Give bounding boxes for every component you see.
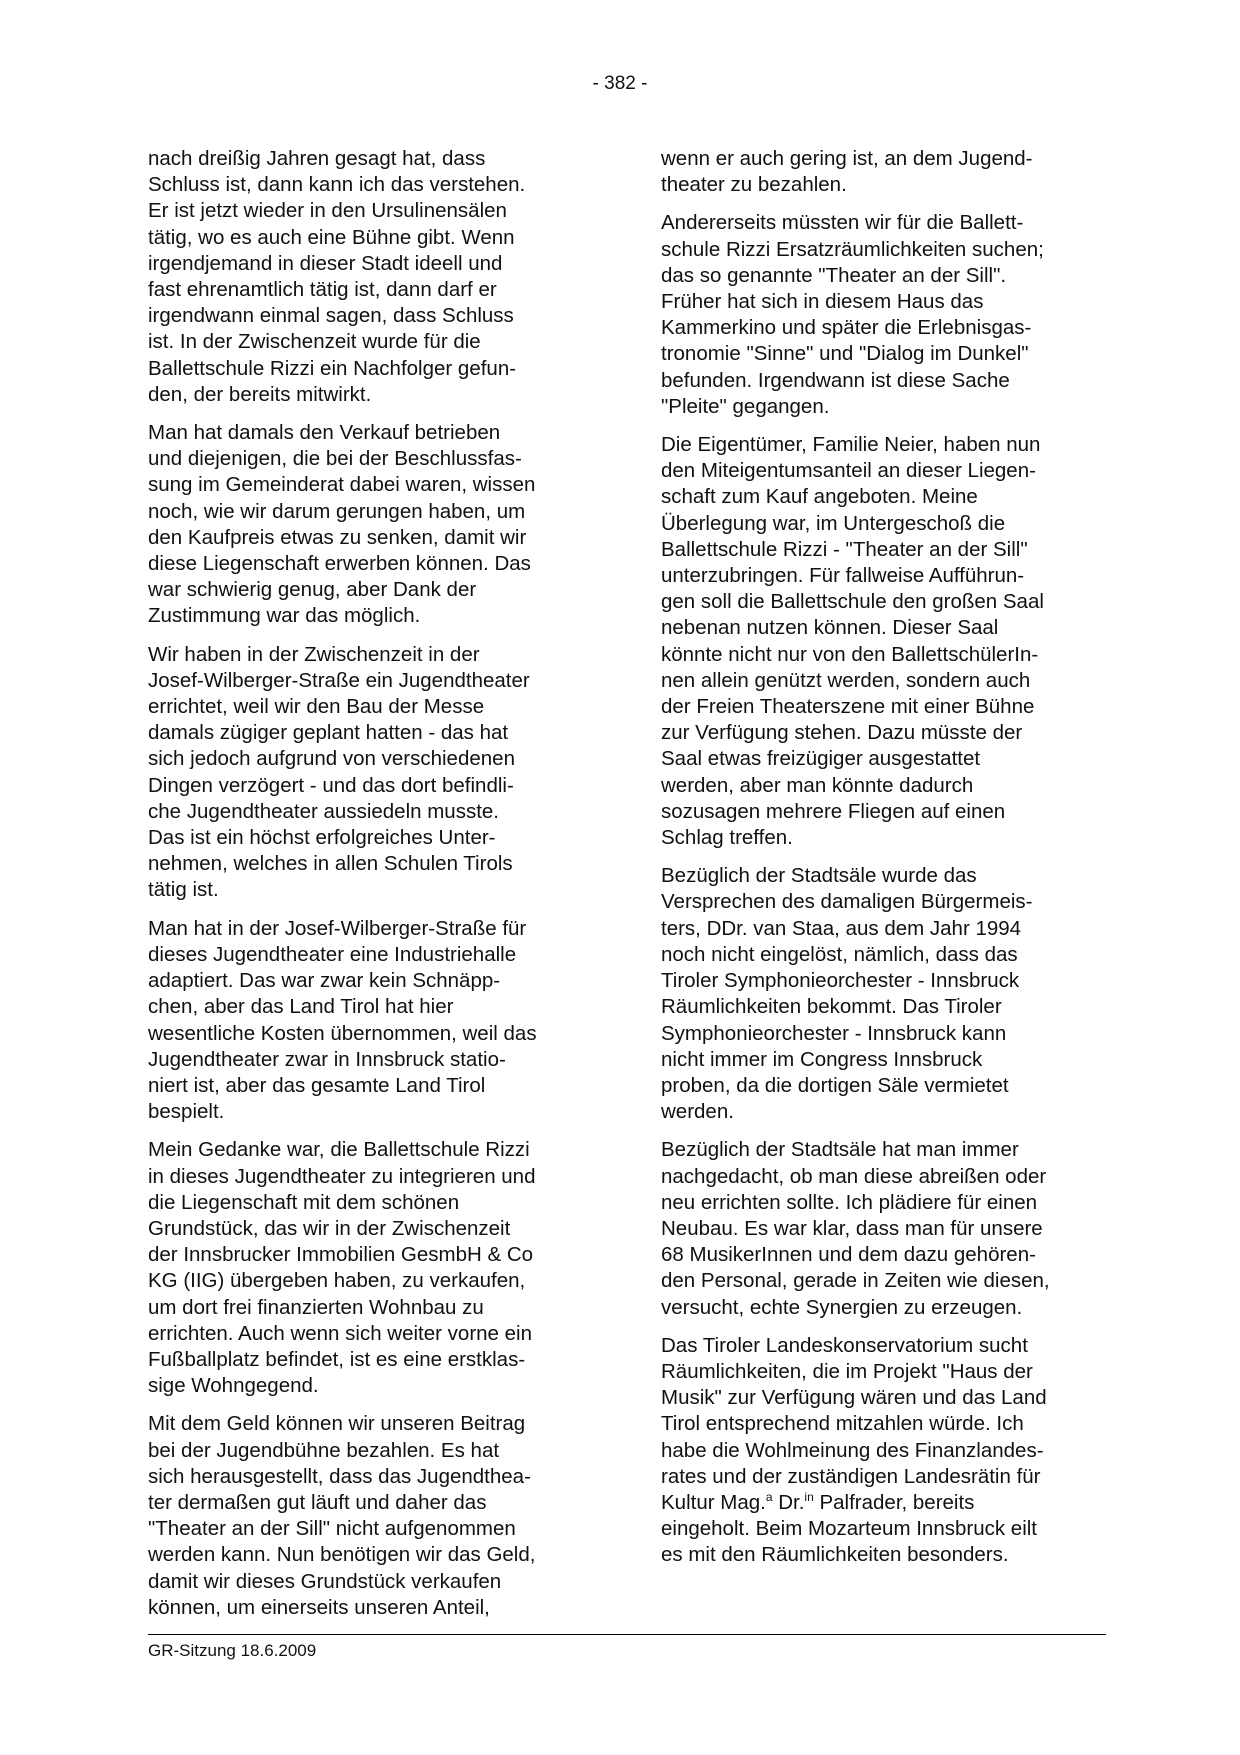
- paragraph: wenn er auch gering ist, an dem Jugend- theater zu bezahlen.: [661, 147, 1033, 197]
- paragraph: Bezüglich der Stadtsäle hat man immer nachgedacht, ob man diese abreißen oder neu errichten sollte. Ich plädiere für einen Neubau. Es war klar, dass man für unsere 68 MusikerInnen und dem dazu gehören- den Personal, gerade in Zeiten wie diesen, versucht, echte Synergien zu erzeugen.: [661, 1138, 1050, 1319]
- paragraph: Bezüglich der Stadtsäle wurde das Versprechen des damaligen Bürgermeis- ters, DDr. van Staa, aus dem Jahr 1994 noch nicht eingelöst, nämlich, dass das Tiroler Symphonieorchester - Innsbruck Räumlichkeiten bekommt. Das Tiroler Symphonieorchester - Innsbruck kann nicht immer im Congress Innsbruck proben, da die dortigen Säle vermietet werden.: [661, 864, 1033, 1124]
- superscript: in: [804, 1489, 814, 1504]
- paragraph: Man hat damals den Verkauf betrieben und diejenigen, die bei der Beschlussfas- sung im Gemeinderat dabei waren, wissen noch, wie wir darum gerungen haben, um den Kaufpreis etwas zu senken, damit wir diese Liegenschaft erwerben können. Das war schwierig genug, aber Dank der Zustimmung war das möglich.: [148, 421, 536, 628]
- paragraph: Mit dem Geld können wir unseren Beitrag bei der Jugendbühne bezahlen. Es hat sich herausgestellt, dass das Jugendthea- ter dermaßen gut läuft und daher das "Theater an der Sill" nicht aufgenommen werden kann. Nun benötigen wir das Geld, damit wir dieses Grundstück verkaufen können, um einerseits unseren Anteil,: [148, 1412, 536, 1619]
- paragraph: Mein Gedanke war, die Ballettschule Rizzi in dieses Jugendtheater zu integrieren und die Liegenschaft mit dem schönen Grundstück, das wir in der Zwischenzeit der Innsbrucker Immobilien GesmbH & Co KG (IIG) übergeben haben, zu verkaufen, um dort frei finanzierten Wohnbau zu errichten. Auch wenn sich weiter vorne ein Fußballplatz befindet, ist es eine erstklas- sige Wohngegend.: [148, 1138, 536, 1398]
- paragraph: nach dreißig Jahren gesagt hat, dass Schluss ist, dann kann ich das verstehen. Er ist jetzt wieder in den Ursulinensälen tätig, wo es auch eine Bühne gibt. Wenn irgendjemand in dieser Stadt ideell und fast ehrenamtlich tätig ist, dann darf er irgendwann einmal sagen, dass Schluss ist. In der Zwischenzeit wurde für die Ballettschule Rizzi ein Nachfolger gefun- den, der bereits mitwirkt.: [148, 147, 526, 406]
- paragraph: [661, 1333, 1107, 1569]
- superscript: a: [765, 1489, 773, 1504]
- paragraph-text: Dr.: [772, 1490, 805, 1514]
- paragraph: Die Eigentümer, Familie Neier, haben nun den Miteigentumsanteil an dieser Liegen- schaft zum Kauf angeboten. Meine Überlegung war, im Untergeschoß die Ballettschule Rizzi - "Theater an der Sill" unterzubringen. Für fallweise Aufführun- gen soll die Ballettschule den großen Saal nebenan nutzen können. Dieser Saal könnte nicht nur von den BallettschülerIn- nen allein genützt werden, sondern auch der Freien Theaterszene mit einer Bühne zur Verfügung stehen. Dazu müsste der Saal etwas freizügiger ausgestattet werden, aber man könnte dadurch sozusagen mehrere Fliegen auf einen Schlag treffen.: [661, 433, 1044, 850]
- paragraph-text: Palfrader, bereits eingeholt. Beim Mozarteum Innsbruck eilt es mit den Räumlichkeiten besonders.: [661, 1490, 1038, 1567]
- paragraph: Man hat in der Josef-Wilberger-Straße für dieses Jugendtheater eine Industriehalle adaptiert. Das war zwar kein Schnäpp- chen, aber das Land Tirol hat hier wesentliche Kosten übernommen, weil das Jugendtheater zwar in Innsbruck statio- niert ist, aber das gesamte Land Tirol bespielt.: [148, 916, 537, 1124]
- right-column: [661, 146, 1107, 1581]
- paragraph-text: Das Tiroler Landeskonservatorium sucht Räumlichkeiten, die im Projekt "Haus der Musik" zur Verfügung wären und das Land Tirol entsprechend mitzahlen würde. Ich habe die Wohlmeinung des Finanzlandes- rates und der zuständigen Landesrätin für Kultur Mag.: [661, 1333, 1047, 1514]
- footer-divider: [148, 1634, 1106, 1635]
- left-column: [148, 146, 594, 1633]
- page-number: - 382 -: [592, 73, 648, 94]
- paragraph: Wir haben in der Zwischenzeit in der Josef-Wilberger-Straße ein Jugendtheater errichtet, weil wir den Bau der Messe damals zügiger geplant hatten - das hat sich jedoch aufgrund von verschiedenen Dingen verzögert - und das dort befindli- che Jugendtheater aussiedeln musste. Das ist ein höchst erfolgreiches Unter- nehmen, welches in allen Schulen Tirols tätig ist.: [148, 642, 530, 902]
- paragraph: Andererseits müssten wir für die Ballett- schule Rizzi Ersatzräumlichkeiten suchen; das so genannte "Theater an der Sill". Früher hat sich in diesem Haus das Kammerkino und später die Erlebnisgas- tronomie "Sinne" und "Dialog im Dunkel" befunden. Irgendwann ist diese Sache "Pleite" gegangen.: [661, 211, 1044, 418]
- footer-text: GR-Sitzung 18.6.2009: [148, 1641, 317, 1660]
